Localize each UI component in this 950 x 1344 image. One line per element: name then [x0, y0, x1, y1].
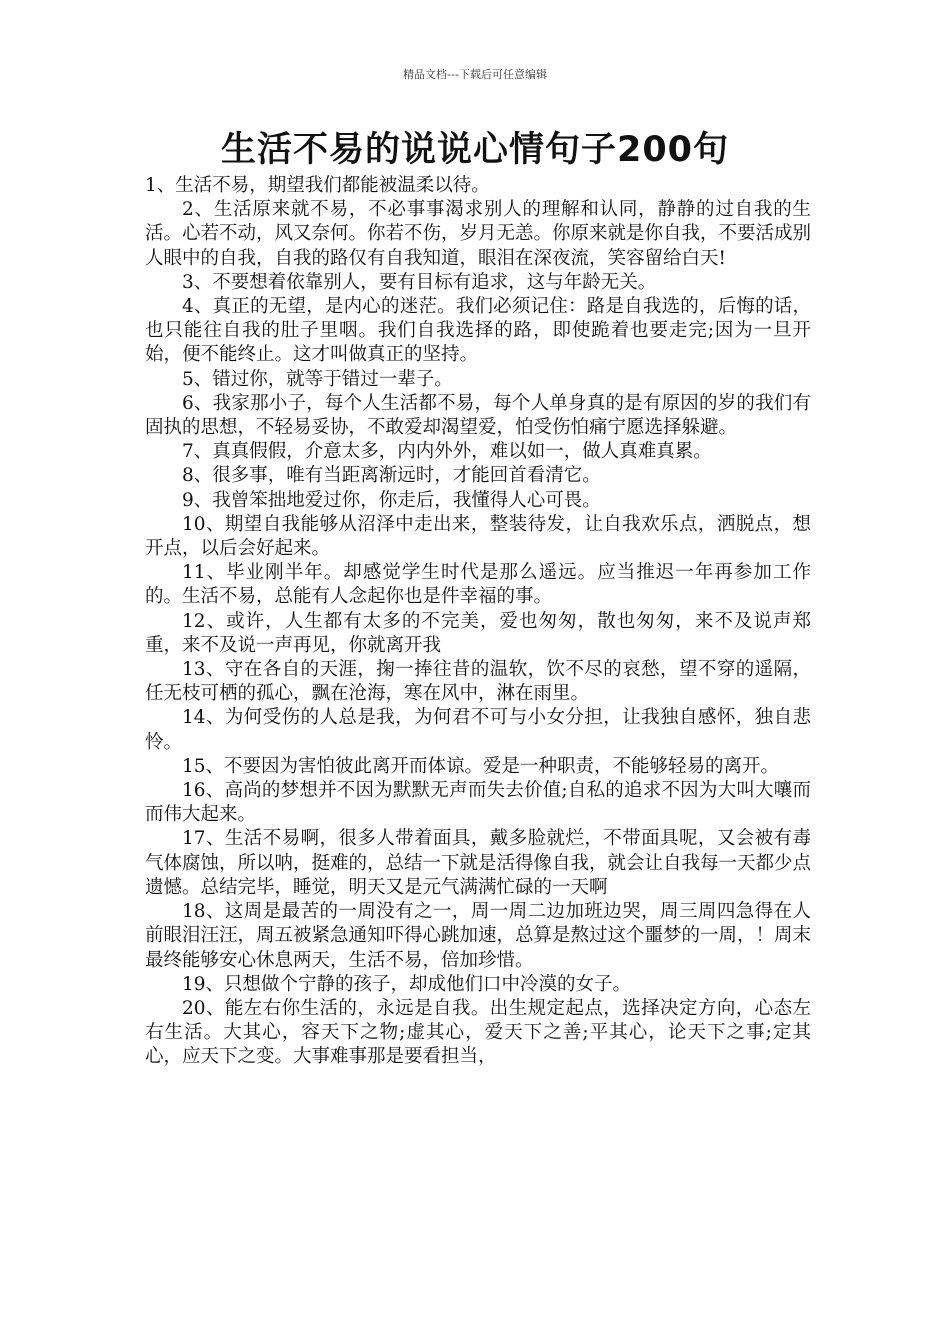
page-header: 精品文档---下载后可任意编辑 [403, 68, 547, 81]
paragraph: 20、能左右你生活的，永远是自我。出生规定起点，选择决定方向，心态左右生活。大其心，容天下之物;虚其心，爱天下之善;平其心，论天下之事;定其心，应天下之变。大事难事那是要看担当， [145, 997, 811, 1068]
paragraph: 17、生活不易啊，很多人带着面具，戴多脸就烂，不带面具呢，又会被有毒气体腐蚀，所以呐，挺难的，总结一下就是活得像自我，就会让自我每一天都少点遗憾。总结完毕，睡觉，明天又是元气满满忙碌的一天啊 [145, 828, 812, 898]
paragraph: 1、生活不易，期望我们都能被温柔以待。 [145, 175, 490, 196]
paragraph: 19、只想做个宁静的孩子，却成他们口中冷漠的女子。 [182, 973, 632, 995]
paragraph: 13、守在各自的天涯，掬一捧往昔的温软，饮不尽的哀愁，望不穿的遥隔，任无枝可栖的孤心，飘在沧海，寒在风中，淋在雨里。 [145, 659, 811, 705]
document-body [145, 174, 811, 1070]
paragraph: 16、高尚的梦想并不因为默默无声而失去价值;自私的追求不因为大叫大嚷而而伟大起来。 [145, 780, 811, 826]
paragraph: 15、不要因为害怕彼此离开而体谅。爱是一种职责，不能够轻易的离开。 [182, 755, 780, 777]
paragraph: 14、为何受伤的人总是我，为何君不可与小女分担，让我独自感怀，独自悲怜。 [145, 707, 811, 753]
paragraph: 10、期望自我能够从沼泽中走出来，整装待发，让自我欢乐点，洒脱点，想开点，以后会好起来。 [145, 513, 811, 560]
paragraph: 11、毕业刚半年。却感觉学生时代是那么遥远。应当推迟一年再参加工作的。生活不易，总能有人念起你也是件幸福的事。 [145, 562, 811, 608]
paragraph: 4、真正的无望，是内心的迷茫。我们必须记住：路是自我选的，后悔的话，也只能往自我的肚子里咽。我们自我选择的路，即使跪着也要走完;因为一旦开始，便不能终止。这才叫做真正的坚持。 [145, 296, 811, 366]
paragraph: 12、或许，人生都有太多的不完美，爱也匆匆，散也匆匆，来不及说声郑重，来不及说一声再见，你就离开我 [145, 610, 811, 656]
paragraph: 7、真真假假，介意太多，内内外外，难以如一，做人真难真累。 [182, 441, 712, 463]
paragraph: 2、生活原来就不易，不必事事渴求别人的理解和认同，静静的过自我的生活。心若不动，风又奈何。你若不伤，岁月无恙。你原来就是你自我，不要活成别人眼中的自我，自我的路仅有自我知道，眼泪在深夜流，笑容留给白天! [145, 199, 812, 269]
paragraph: 5、错过你，就等于错过一辈子。 [182, 368, 453, 390]
paragraph: 9、我曾笨拙地爱过你，你走后，我懂得人心可畏。 [182, 489, 601, 511]
paragraph: 3、不要想着依靠别人，要有目标有追求，这与年龄无关。 [182, 271, 657, 293]
paragraph: 8、很多事，唯有当距离渐远时，才能回首看清它。 [182, 465, 601, 487]
paragraph: 18、这周是最苦的一周没有之一，周一周二边加班边哭，周三周四急得在人前眼泪汪汪，周五被紧急通知吓得心跳加速，总算是熬过这个噩梦的一周，！周末最终能够安心休息两天，生活不易，倍加珍惜。 [145, 901, 812, 971]
paragraph: 6、我家那小子，每个人生活都不易，每个人单身真的是有原因的岁的我们有固执的思想，不轻易妥协，不敢爱却渴望爱，怕受伤怕痛宁愿选择躲避。 [145, 392, 811, 439]
document-title: 生活不易的说说心情句子200句 [220, 130, 730, 170]
